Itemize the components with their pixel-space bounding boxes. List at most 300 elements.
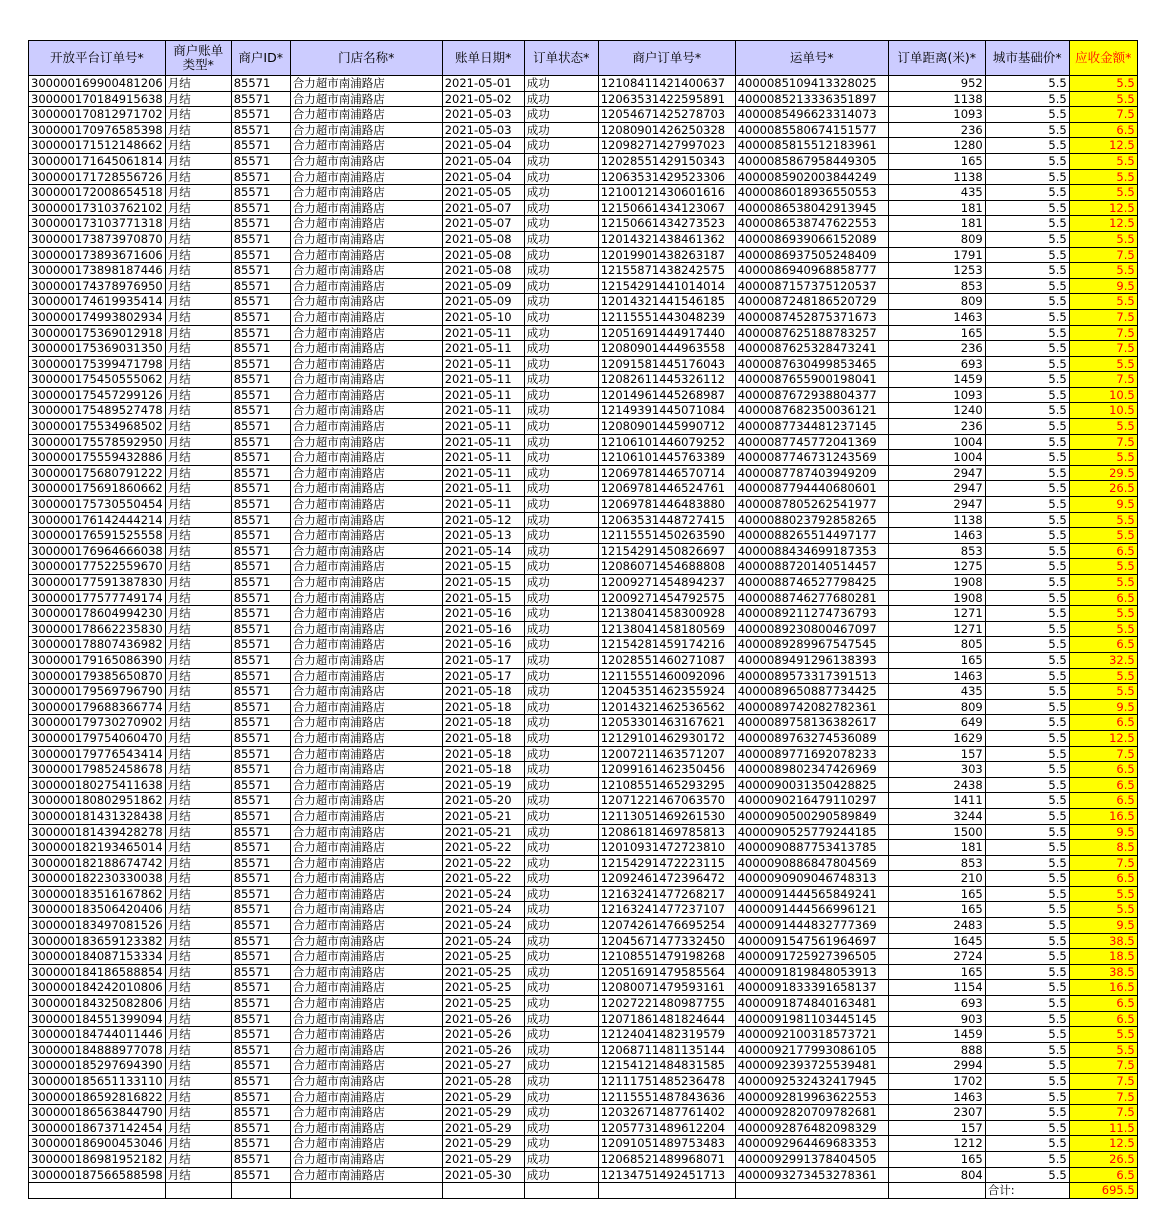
cell-platform-order-no[interactable]: 300000186900453046 — [29, 1136, 166, 1152]
total-label[interactable]: 合计: — [985, 1183, 1069, 1199]
cell-platform-order-no[interactable]: 300000184186588854 — [29, 964, 166, 980]
cell-bill-date[interactable]: 2021-05-15 — [442, 559, 524, 575]
cell-distance[interactable]: 809 — [888, 699, 985, 715]
cell-platform-order-no[interactable]: 300000175489527478 — [29, 403, 166, 419]
cell-order-status[interactable]: 成功 — [524, 777, 598, 793]
cell-merchant-order-no[interactable]: 12045671477332450 — [598, 933, 735, 949]
cell-base-price[interactable]: 5.5 — [985, 1042, 1069, 1058]
cell-distance[interactable]: 2947 — [888, 465, 985, 481]
cell-amount-due[interactable]: 18.5 — [1069, 949, 1137, 965]
cell-waybill-no[interactable]: 4000091725927396505 — [735, 949, 888, 965]
cell-bill-date[interactable]: 2021-05-25 — [442, 980, 524, 996]
cell-waybill-no[interactable]: 4000085109413328025 — [735, 76, 888, 92]
cell-distance[interactable]: 1212 — [888, 1136, 985, 1152]
cell-bill-type[interactable]: 月结 — [165, 637, 231, 653]
cell-bill-type[interactable]: 月结 — [165, 730, 231, 746]
cell-waybill-no[interactable]: 4000086538747622553 — [735, 216, 888, 232]
cell-order-status[interactable]: 成功 — [524, 107, 598, 123]
cell-bill-type[interactable]: 月结 — [165, 278, 231, 294]
cell-bill-date[interactable]: 2021-05-09 — [442, 294, 524, 310]
cell-waybill-no[interactable]: 4000085902003844249 — [735, 169, 888, 185]
cell-waybill-no[interactable]: 4000088746527798425 — [735, 575, 888, 591]
cell-merchant-id[interactable]: 85571 — [231, 153, 290, 169]
cell-store-name[interactable]: 合力超市南浦路店 — [290, 1120, 442, 1136]
cell-waybill-no[interactable]: 4000087248186520729 — [735, 294, 888, 310]
cell-store-name[interactable]: 合力超市南浦路店 — [290, 621, 442, 637]
cell-distance[interactable]: 1908 — [888, 590, 985, 606]
cell-bill-type[interactable]: 月结 — [165, 528, 231, 544]
cell-merchant-order-no[interactable]: 12069781446570714 — [598, 465, 735, 481]
cell-waybill-no[interactable]: 4000088720140514457 — [735, 559, 888, 575]
cell-order-status[interactable]: 成功 — [524, 91, 598, 107]
cell-bill-type[interactable]: 月结 — [165, 1058, 231, 1074]
cell-merchant-order-no[interactable]: 12111751485236478 — [598, 1074, 735, 1090]
cell-amount-due[interactable]: 12.5 — [1069, 216, 1137, 232]
cell-bill-type[interactable]: 月结 — [165, 153, 231, 169]
cell-merchant-order-no[interactable]: 12086181469785813 — [598, 824, 735, 840]
cell-merchant-id[interactable]: 85571 — [231, 309, 290, 325]
cell-bill-type[interactable]: 月结 — [165, 497, 231, 513]
cell-merchant-order-no[interactable]: 12009271454792575 — [598, 590, 735, 606]
cell-waybill-no[interactable]: 4000091547561964697 — [735, 933, 888, 949]
cell-waybill-no[interactable]: 4000092876482098329 — [735, 1120, 888, 1136]
cell-merchant-id[interactable]: 85571 — [231, 855, 290, 871]
cell-distance[interactable]: 157 — [888, 1120, 985, 1136]
cell-merchant-id[interactable]: 85571 — [231, 684, 290, 700]
cell-bill-date[interactable]: 2021-05-08 — [442, 231, 524, 247]
total-cell-empty[interactable] — [888, 1183, 985, 1199]
cell-waybill-no[interactable]: 4000086538042913945 — [735, 200, 888, 216]
cell-platform-order-no[interactable]: 300000185651133110 — [29, 1074, 166, 1090]
cell-bill-date[interactable]: 2021-05-24 — [442, 902, 524, 918]
cell-platform-order-no[interactable]: 300000170976585398 — [29, 122, 166, 138]
cell-merchant-id[interactable]: 85571 — [231, 403, 290, 419]
cell-order-status[interactable]: 成功 — [524, 652, 598, 668]
cell-platform-order-no[interactable]: 300000180275411638 — [29, 777, 166, 793]
cell-waybill-no[interactable]: 4000087630499853465 — [735, 356, 888, 372]
cell-order-status[interactable]: 成功 — [524, 855, 598, 871]
cell-amount-due[interactable]: 5.5 — [1069, 606, 1137, 622]
cell-base-price[interactable]: 5.5 — [985, 1011, 1069, 1027]
cell-store-name[interactable]: 合力超市南浦路店 — [290, 512, 442, 528]
cell-store-name[interactable]: 合力超市南浦路店 — [290, 590, 442, 606]
cell-merchant-id[interactable]: 85571 — [231, 107, 290, 123]
cell-amount-due[interactable]: 5.5 — [1069, 91, 1137, 107]
cell-bill-type[interactable]: 月结 — [165, 1105, 231, 1121]
cell-distance[interactable]: 1240 — [888, 403, 985, 419]
cell-merchant-order-no[interactable]: 12108551479198268 — [598, 949, 735, 965]
cell-platform-order-no[interactable]: 300000180802951862 — [29, 793, 166, 809]
cell-platform-order-no[interactable]: 300000184242010806 — [29, 980, 166, 996]
cell-distance[interactable]: 210 — [888, 871, 985, 887]
cell-bill-type[interactable]: 月结 — [165, 559, 231, 575]
cell-bill-date[interactable]: 2021-05-22 — [442, 855, 524, 871]
cell-bill-date[interactable]: 2021-05-07 — [442, 200, 524, 216]
cell-base-price[interactable]: 5.5 — [985, 949, 1069, 965]
cell-bill-type[interactable]: 月结 — [165, 263, 231, 279]
cell-base-price[interactable]: 5.5 — [985, 793, 1069, 809]
cell-distance[interactable]: 181 — [888, 200, 985, 216]
cell-distance[interactable]: 1411 — [888, 793, 985, 809]
cell-distance[interactable]: 1154 — [888, 980, 985, 996]
cell-amount-due[interactable]: 5.5 — [1069, 559, 1137, 575]
cell-base-price[interactable]: 5.5 — [985, 762, 1069, 778]
cell-bill-date[interactable]: 2021-05-08 — [442, 263, 524, 279]
cell-amount-due[interactable]: 5.5 — [1069, 419, 1137, 435]
cell-merchant-order-no[interactable]: 12155871438242575 — [598, 263, 735, 279]
cell-base-price[interactable]: 5.5 — [985, 684, 1069, 700]
cell-merchant-order-no[interactable]: 12113051469261530 — [598, 808, 735, 824]
cell-order-status[interactable]: 成功 — [524, 278, 598, 294]
cell-platform-order-no[interactable]: 300000178604994230 — [29, 606, 166, 622]
cell-merchant-id[interactable]: 85571 — [231, 419, 290, 435]
cell-waybill-no[interactable]: 4000092177993086105 — [735, 1042, 888, 1058]
cell-store-name[interactable]: 合力超市南浦路店 — [290, 886, 442, 902]
cell-store-name[interactable]: 合力超市南浦路店 — [290, 1089, 442, 1105]
cell-amount-due[interactable]: 5.5 — [1069, 231, 1137, 247]
cell-bill-date[interactable]: 2021-05-17 — [442, 668, 524, 684]
cell-platform-order-no[interactable]: 300000187566588598 — [29, 1167, 166, 1183]
cell-merchant-id[interactable]: 85571 — [231, 871, 290, 887]
cell-platform-order-no[interactable]: 300000176964666038 — [29, 543, 166, 559]
cell-bill-date[interactable]: 2021-05-11 — [442, 341, 524, 357]
cell-store-name[interactable]: 合力超市南浦路店 — [290, 996, 442, 1012]
cell-platform-order-no[interactable]: 300000181439428278 — [29, 824, 166, 840]
cell-bill-date[interactable]: 2021-05-04 — [442, 153, 524, 169]
cell-platform-order-no[interactable]: 300000176142444214 — [29, 512, 166, 528]
cell-platform-order-no[interactable]: 300000171728556726 — [29, 169, 166, 185]
cell-distance[interactable]: 1253 — [888, 263, 985, 279]
cell-store-name[interactable]: 合力超市南浦路店 — [290, 1167, 442, 1183]
cell-amount-due[interactable]: 5.5 — [1069, 512, 1137, 528]
cell-merchant-order-no[interactable]: 12080901445990712 — [598, 419, 735, 435]
cell-order-status[interactable]: 成功 — [524, 1151, 598, 1167]
cell-amount-due[interactable]: 6.5 — [1069, 637, 1137, 653]
cell-platform-order-no[interactable]: 300000171512148662 — [29, 138, 166, 154]
cell-waybill-no[interactable]: 4000087157375120537 — [735, 278, 888, 294]
cell-order-status[interactable]: 成功 — [524, 1136, 598, 1152]
cell-order-status[interactable]: 成功 — [524, 793, 598, 809]
cell-bill-type[interactable]: 月结 — [165, 356, 231, 372]
cell-order-status[interactable]: 成功 — [524, 543, 598, 559]
cell-amount-due[interactable]: 6.5 — [1069, 777, 1137, 793]
cell-platform-order-no[interactable]: 300000183659123382 — [29, 933, 166, 949]
cell-bill-type[interactable]: 月结 — [165, 606, 231, 622]
cell-amount-due[interactable]: 12.5 — [1069, 200, 1137, 216]
cell-base-price[interactable]: 5.5 — [985, 902, 1069, 918]
cell-distance[interactable]: 952 — [888, 76, 985, 92]
cell-bill-type[interactable]: 月结 — [165, 684, 231, 700]
cell-store-name[interactable]: 合力超市南浦路店 — [290, 824, 442, 840]
cell-bill-type[interactable]: 月结 — [165, 762, 231, 778]
cell-platform-order-no[interactable]: 300000177577749174 — [29, 590, 166, 606]
cell-merchant-order-no[interactable]: 12092461472396472 — [598, 871, 735, 887]
cell-order-status[interactable]: 成功 — [524, 434, 598, 450]
cell-order-status[interactable]: 成功 — [524, 715, 598, 731]
header-merchant-order-no[interactable]: 商户订单号* — [598, 41, 735, 76]
cell-platform-order-no[interactable]: 300000175450555062 — [29, 372, 166, 388]
cell-store-name[interactable]: 合力超市南浦路店 — [290, 185, 442, 201]
cell-amount-due[interactable]: 8.5 — [1069, 840, 1137, 856]
cell-bill-date[interactable]: 2021-05-11 — [442, 387, 524, 403]
cell-merchant-id[interactable]: 85571 — [231, 730, 290, 746]
cell-merchant-order-no[interactable]: 12138041458300928 — [598, 606, 735, 622]
cell-base-price[interactable]: 5.5 — [985, 840, 1069, 856]
cell-amount-due[interactable]: 5.5 — [1069, 185, 1137, 201]
cell-base-price[interactable]: 5.5 — [985, 886, 1069, 902]
cell-merchant-order-no[interactable]: 12019901438263187 — [598, 247, 735, 263]
cell-store-name[interactable]: 合力超市南浦路店 — [290, 216, 442, 232]
header-bill-date[interactable]: 账单日期* — [442, 41, 524, 76]
cell-merchant-order-no[interactable]: 12051691479585564 — [598, 964, 735, 980]
cell-bill-date[interactable]: 2021-05-18 — [442, 730, 524, 746]
cell-bill-type[interactable]: 月结 — [165, 1167, 231, 1183]
cell-base-price[interactable]: 5.5 — [985, 278, 1069, 294]
cell-distance[interactable]: 1500 — [888, 824, 985, 840]
cell-merchant-order-no[interactable]: 12009271454894237 — [598, 575, 735, 591]
header-distance[interactable]: 订单距离(米)* — [888, 41, 985, 76]
cell-amount-due[interactable]: 7.5 — [1069, 434, 1137, 450]
cell-bill-type[interactable]: 月结 — [165, 107, 231, 123]
cell-amount-due[interactable]: 5.5 — [1069, 621, 1137, 637]
cell-order-status[interactable]: 成功 — [524, 949, 598, 965]
cell-distance[interactable]: 2438 — [888, 777, 985, 793]
cell-waybill-no[interactable]: 4000088265514497177 — [735, 528, 888, 544]
cell-platform-order-no[interactable]: 300000175369031350 — [29, 341, 166, 357]
cell-order-status[interactable]: 成功 — [524, 419, 598, 435]
header-amount-due[interactable]: 应收金额* — [1069, 41, 1137, 76]
cell-order-status[interactable]: 成功 — [524, 185, 598, 201]
cell-amount-due[interactable]: 7.5 — [1069, 107, 1137, 123]
cell-waybill-no[interactable]: 4000092100318573721 — [735, 1027, 888, 1043]
cell-order-status[interactable]: 成功 — [524, 606, 598, 622]
cell-platform-order-no[interactable]: 300000182188674742 — [29, 855, 166, 871]
cell-order-status[interactable]: 成功 — [524, 153, 598, 169]
cell-platform-order-no[interactable]: 300000184888977078 — [29, 1042, 166, 1058]
cell-merchant-id[interactable]: 85571 — [231, 1089, 290, 1105]
cell-platform-order-no[interactable]: 300000175691860662 — [29, 481, 166, 497]
cell-platform-order-no[interactable]: 300000183516167862 — [29, 886, 166, 902]
cell-merchant-order-no[interactable]: 12154291441014014 — [598, 278, 735, 294]
cell-merchant-id[interactable]: 85571 — [231, 231, 290, 247]
cell-order-status[interactable]: 成功 — [524, 216, 598, 232]
cell-order-status[interactable]: 成功 — [524, 886, 598, 902]
cell-merchant-order-no[interactable]: 12115551443048239 — [598, 309, 735, 325]
cell-platform-order-no[interactable]: 300000182193465014 — [29, 840, 166, 856]
cell-bill-type[interactable]: 月结 — [165, 387, 231, 403]
cell-bill-type[interactable]: 月结 — [165, 746, 231, 762]
cell-order-status[interactable]: 成功 — [524, 1074, 598, 1090]
cell-merchant-order-no[interactable]: 12154291450826697 — [598, 543, 735, 559]
cell-store-name[interactable]: 合力超市南浦路店 — [290, 762, 442, 778]
cell-base-price[interactable]: 5.5 — [985, 730, 1069, 746]
cell-merchant-order-no[interactable]: 12163241477237107 — [598, 902, 735, 918]
cell-bill-date[interactable]: 2021-05-21 — [442, 808, 524, 824]
cell-order-status[interactable]: 成功 — [524, 1058, 598, 1074]
cell-merchant-id[interactable]: 85571 — [231, 559, 290, 575]
cell-order-status[interactable]: 成功 — [524, 762, 598, 778]
cell-bill-date[interactable]: 2021-05-25 — [442, 964, 524, 980]
cell-distance[interactable]: 903 — [888, 1011, 985, 1027]
cell-order-status[interactable]: 成功 — [524, 497, 598, 513]
cell-distance[interactable]: 805 — [888, 637, 985, 653]
cell-base-price[interactable]: 5.5 — [985, 263, 1069, 279]
cell-base-price[interactable]: 5.5 — [985, 933, 1069, 949]
cell-amount-due[interactable]: 6.5 — [1069, 590, 1137, 606]
cell-waybill-no[interactable]: 4000091819848053913 — [735, 964, 888, 980]
cell-amount-due[interactable]: 11.5 — [1069, 1120, 1137, 1136]
cell-bill-date[interactable]: 2021-05-18 — [442, 684, 524, 700]
total-cell-empty[interactable] — [165, 1183, 231, 1199]
cell-merchant-id[interactable]: 85571 — [231, 169, 290, 185]
cell-store-name[interactable]: 合力超市南浦路店 — [290, 434, 442, 450]
cell-platform-order-no[interactable]: 300000185297694390 — [29, 1058, 166, 1074]
cell-bill-date[interactable]: 2021-05-18 — [442, 746, 524, 762]
cell-platform-order-no[interactable]: 300000173103771318 — [29, 216, 166, 232]
cell-platform-order-no[interactable]: 300000179569796790 — [29, 684, 166, 700]
cell-store-name[interactable]: 合力超市南浦路店 — [290, 294, 442, 310]
cell-distance[interactable]: 1908 — [888, 575, 985, 591]
cell-merchant-order-no[interactable]: 12082611445326112 — [598, 372, 735, 388]
cell-store-name[interactable]: 合力超市南浦路店 — [290, 419, 442, 435]
cell-merchant-id[interactable]: 85571 — [231, 1120, 290, 1136]
cell-store-name[interactable]: 合力超市南浦路店 — [290, 76, 442, 92]
cell-bill-type[interactable]: 月结 — [165, 996, 231, 1012]
cell-distance[interactable]: 1645 — [888, 933, 985, 949]
cell-store-name[interactable]: 合力超市南浦路店 — [290, 730, 442, 746]
cell-bill-type[interactable]: 月结 — [165, 169, 231, 185]
cell-platform-order-no[interactable]: 300000184744011446 — [29, 1027, 166, 1043]
cell-platform-order-no[interactable]: 300000175457299126 — [29, 387, 166, 403]
cell-store-name[interactable]: 合力超市南浦路店 — [290, 169, 442, 185]
cell-platform-order-no[interactable]: 300000169900481206 — [29, 76, 166, 92]
cell-distance[interactable]: 1271 — [888, 606, 985, 622]
cell-bill-date[interactable]: 2021-05-14 — [442, 543, 524, 559]
cell-bill-type[interactable]: 月结 — [165, 138, 231, 154]
cell-base-price[interactable]: 5.5 — [985, 481, 1069, 497]
cell-merchant-id[interactable]: 85571 — [231, 356, 290, 372]
cell-order-status[interactable]: 成功 — [524, 403, 598, 419]
cell-bill-date[interactable]: 2021-05-11 — [442, 481, 524, 497]
cell-distance[interactable]: 1138 — [888, 169, 985, 185]
cell-distance[interactable]: 181 — [888, 216, 985, 232]
cell-base-price[interactable]: 5.5 — [985, 668, 1069, 684]
cell-merchant-id[interactable]: 85571 — [231, 668, 290, 684]
cell-order-status[interactable]: 成功 — [524, 668, 598, 684]
cell-store-name[interactable]: 合力超市南浦路店 — [290, 606, 442, 622]
cell-waybill-no[interactable]: 4000089742082782361 — [735, 699, 888, 715]
cell-distance[interactable]: 2947 — [888, 497, 985, 513]
cell-waybill-no[interactable]: 4000089771692078233 — [735, 746, 888, 762]
cell-merchant-id[interactable]: 85571 — [231, 1151, 290, 1167]
cell-bill-date[interactable]: 2021-05-29 — [442, 1120, 524, 1136]
cell-bill-date[interactable]: 2021-05-24 — [442, 886, 524, 902]
cell-bill-type[interactable]: 月结 — [165, 1011, 231, 1027]
cell-order-status[interactable]: 成功 — [524, 247, 598, 263]
cell-amount-due[interactable]: 38.5 — [1069, 964, 1137, 980]
cell-waybill-no[interactable]: 4000092991378404505 — [735, 1151, 888, 1167]
cell-merchant-id[interactable]: 85571 — [231, 575, 290, 591]
cell-distance[interactable]: 181 — [888, 840, 985, 856]
cell-order-status[interactable]: 成功 — [524, 465, 598, 481]
cell-waybill-no[interactable]: 4000091444832777369 — [735, 918, 888, 934]
cell-merchant-order-no[interactable]: 12063531429523306 — [598, 169, 735, 185]
cell-distance[interactable]: 1459 — [888, 1027, 985, 1043]
cell-merchant-id[interactable]: 85571 — [231, 949, 290, 965]
cell-store-name[interactable]: 合力超市南浦路店 — [290, 107, 442, 123]
cell-distance[interactable]: 649 — [888, 715, 985, 731]
cell-merchant-id[interactable]: 85571 — [231, 621, 290, 637]
cell-store-name[interactable]: 合力超市南浦路店 — [290, 356, 442, 372]
cell-bill-type[interactable]: 月结 — [165, 512, 231, 528]
cell-bill-date[interactable]: 2021-05-26 — [442, 1042, 524, 1058]
cell-platform-order-no[interactable]: 300000173873970870 — [29, 231, 166, 247]
cell-bill-type[interactable]: 月结 — [165, 1027, 231, 1043]
cell-amount-due[interactable]: 7.5 — [1069, 247, 1137, 263]
cell-bill-type[interactable]: 月结 — [165, 247, 231, 263]
cell-merchant-id[interactable]: 85571 — [231, 278, 290, 294]
cell-waybill-no[interactable]: 4000085580674151577 — [735, 122, 888, 138]
cell-store-name[interactable]: 合力超市南浦路店 — [290, 138, 442, 154]
cell-waybill-no[interactable]: 4000092393725539481 — [735, 1058, 888, 1074]
cell-amount-due[interactable]: 5.5 — [1069, 575, 1137, 591]
cell-bill-date[interactable]: 2021-05-15 — [442, 590, 524, 606]
cell-order-status[interactable]: 成功 — [524, 231, 598, 247]
cell-bill-date[interactable]: 2021-05-12 — [442, 512, 524, 528]
cell-distance[interactable]: 1463 — [888, 528, 985, 544]
cell-distance[interactable]: 165 — [888, 886, 985, 902]
total-cell-empty[interactable] — [524, 1183, 598, 1199]
cell-bill-date[interactable]: 2021-05-11 — [442, 419, 524, 435]
cell-merchant-id[interactable]: 85571 — [231, 372, 290, 388]
cell-base-price[interactable]: 5.5 — [985, 434, 1069, 450]
cell-waybill-no[interactable]: 4000093273453278361 — [735, 1167, 888, 1183]
cell-order-status[interactable]: 成功 — [524, 169, 598, 185]
cell-merchant-order-no[interactable]: 12154121484831585 — [598, 1058, 735, 1074]
cell-base-price[interactable]: 5.5 — [985, 824, 1069, 840]
cell-merchant-order-no[interactable]: 12086071454688808 — [598, 559, 735, 575]
cell-base-price[interactable]: 5.5 — [985, 1089, 1069, 1105]
cell-amount-due[interactable]: 7.5 — [1069, 1074, 1137, 1090]
cell-distance[interactable]: 1275 — [888, 559, 985, 575]
cell-store-name[interactable]: 合力超市南浦路店 — [290, 309, 442, 325]
cell-amount-due[interactable]: 10.5 — [1069, 403, 1137, 419]
cell-base-price[interactable]: 5.5 — [985, 699, 1069, 715]
cell-waybill-no[interactable]: 4000091833391658137 — [735, 980, 888, 996]
cell-order-status[interactable]: 成功 — [524, 871, 598, 887]
cell-store-name[interactable]: 合力超市南浦路店 — [290, 793, 442, 809]
total-cell-empty[interactable] — [29, 1183, 166, 1199]
cell-bill-date[interactable]: 2021-05-17 — [442, 652, 524, 668]
cell-base-price[interactable]: 5.5 — [985, 808, 1069, 824]
cell-platform-order-no[interactable]: 300000177591387830 — [29, 575, 166, 591]
cell-merchant-order-no[interactable]: 12106101445763389 — [598, 450, 735, 466]
cell-merchant-id[interactable]: 85571 — [231, 76, 290, 92]
cell-order-status[interactable]: 成功 — [524, 1167, 598, 1183]
cell-order-status[interactable]: 成功 — [524, 575, 598, 591]
cell-distance[interactable]: 1138 — [888, 91, 985, 107]
cell-bill-type[interactable]: 月结 — [165, 341, 231, 357]
cell-waybill-no[interactable]: 4000090216479110297 — [735, 793, 888, 809]
cell-distance[interactable]: 693 — [888, 356, 985, 372]
cell-merchant-order-no[interactable]: 12163241477268217 — [598, 886, 735, 902]
cell-platform-order-no[interactable]: 300000175578592950 — [29, 434, 166, 450]
cell-merchant-id[interactable]: 85571 — [231, 1167, 290, 1183]
cell-waybill-no[interactable]: 4000087746731243569 — [735, 450, 888, 466]
cell-bill-date[interactable]: 2021-05-05 — [442, 185, 524, 201]
cell-base-price[interactable]: 5.5 — [985, 419, 1069, 435]
cell-store-name[interactable]: 合力超市南浦路店 — [290, 263, 442, 279]
